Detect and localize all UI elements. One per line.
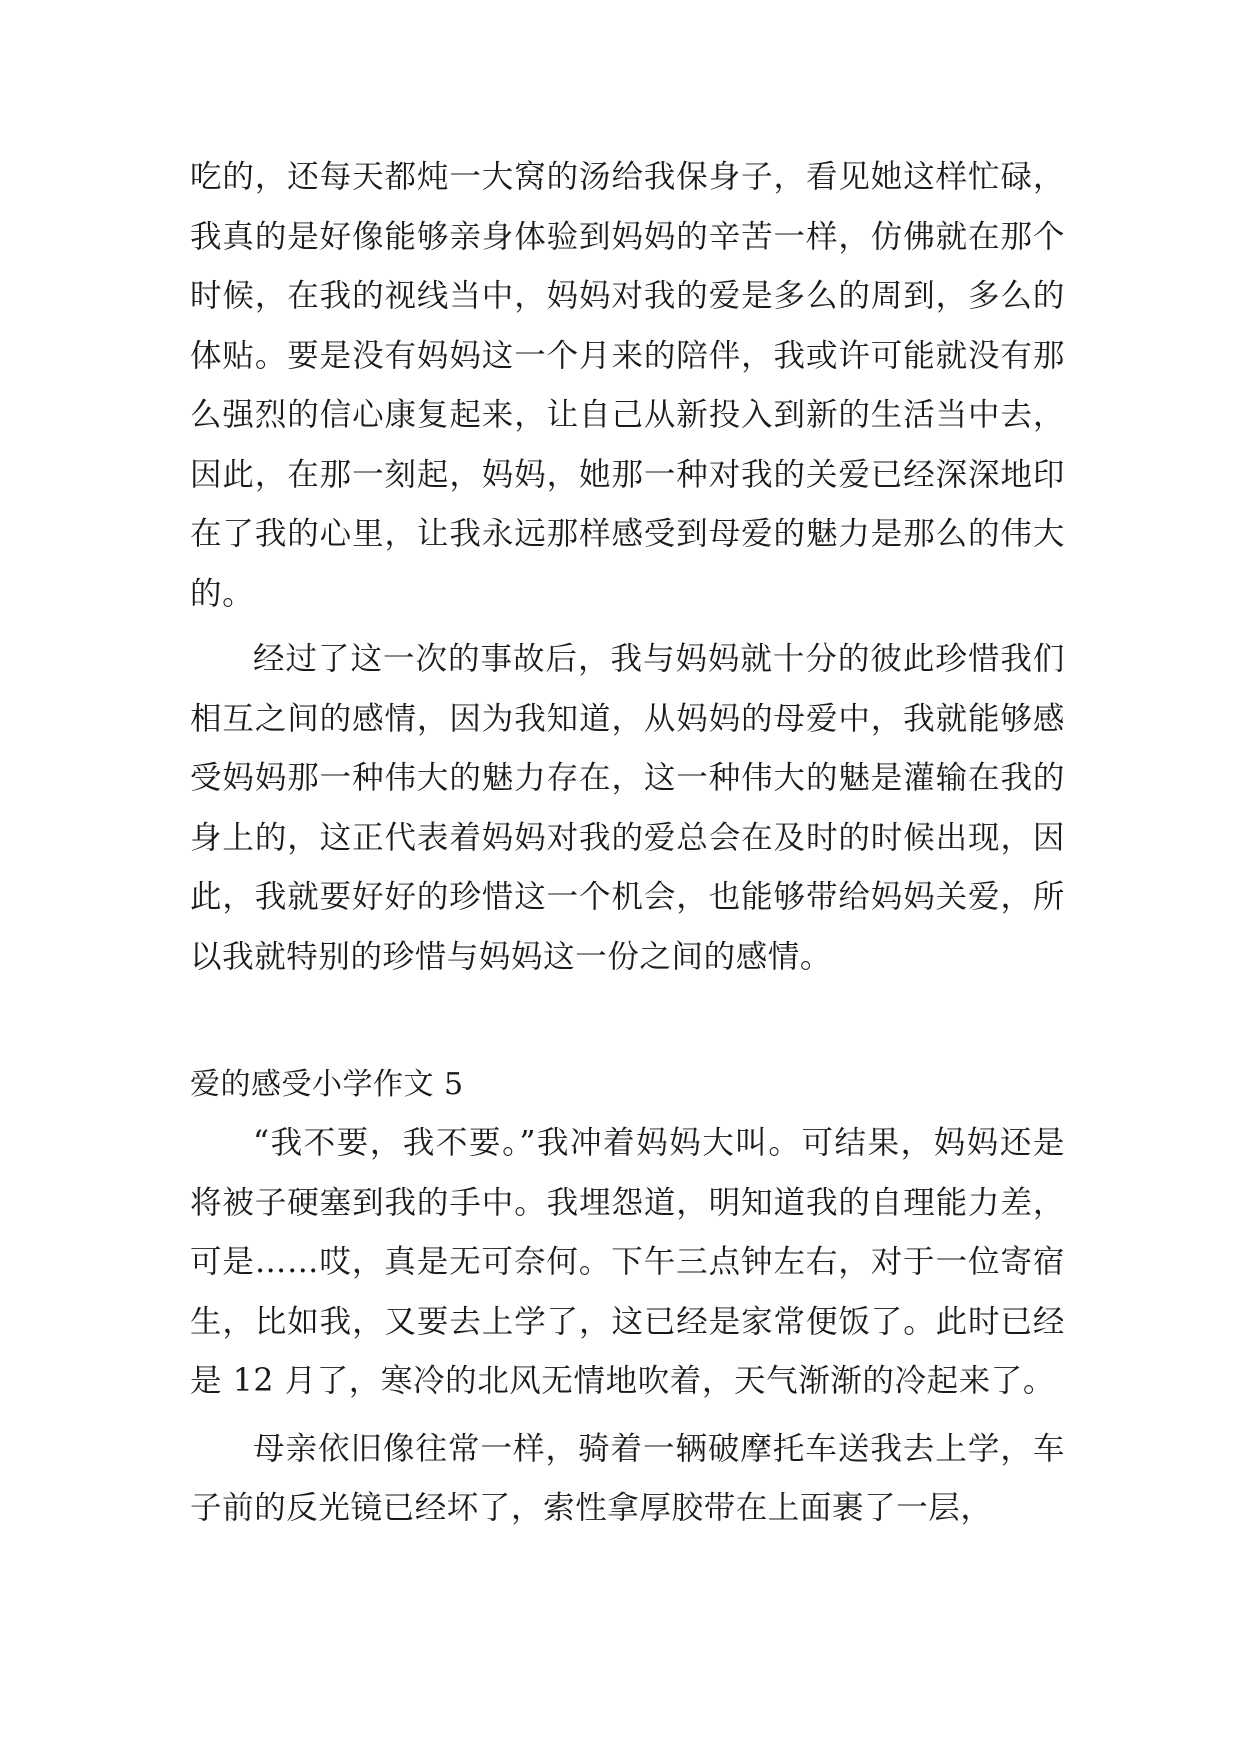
paragraph: 母亲依旧像往常一样，骑着一辆破摩托车送我去上学，车子前的反光镜已经坏了，索性拿厚胶带在上面裹了一层， (190, 1430, 1065, 1526)
paragraph: “我不要，我不要。”我冲着妈妈大叫。可结果，妈妈还是将被子硬塞到我的手中。我埋怨道，明知道我的自理能力差，可是……哎，真是无可奈何。下午三点钟左右，对于一位寄宿生，比如我，又要去上学了，这已经是家常便饭了。此时已经是 12 月了，寒冷的北风无情地吹着，天气渐渐的冷起来了。 (190, 1125, 1065, 1399)
document-page (190, 148, 1065, 1539)
section-title: 爱的感受小学作文 5 (190, 1067, 464, 1102)
paragraph: 经过了这一次的事故后，我与妈妈就十分的彼此珍惜我们相互之间的感情，因为我知道，从妈妈的母爱中，我就能够感受妈妈那一种伟大的魅力存在，这一种伟大的魅是灌输在我的身上的，这正代表着妈妈对我的爱总会在及时的时候出现，因此，我就要好好的珍惜这一个机会，也能够带给妈妈关爱，所以我就特别的珍惜与妈妈这一份之间的感情。 (190, 641, 1065, 975)
paragraph-continued: 吃的，还每天都炖一大窝的汤给我保身子，看见她这样忙碌，我真的是好像能够亲身体验到妈妈的辛苦一样，仿佛就在那个时候，在我的视线当中，妈妈对我的爱是多么的周到，多么的体贴。要是没有妈妈这一个月来的陪伴，我或许可能就没有那么强烈的信心康复起来，让自己从新投入到新的生活当中去，因此，在那一刻起，妈妈，她那一种对我的关爱已经深深地印在了我的心里，让我永远那样感受到母爱的魅力是那么的伟大的。 (190, 159, 1065, 612)
